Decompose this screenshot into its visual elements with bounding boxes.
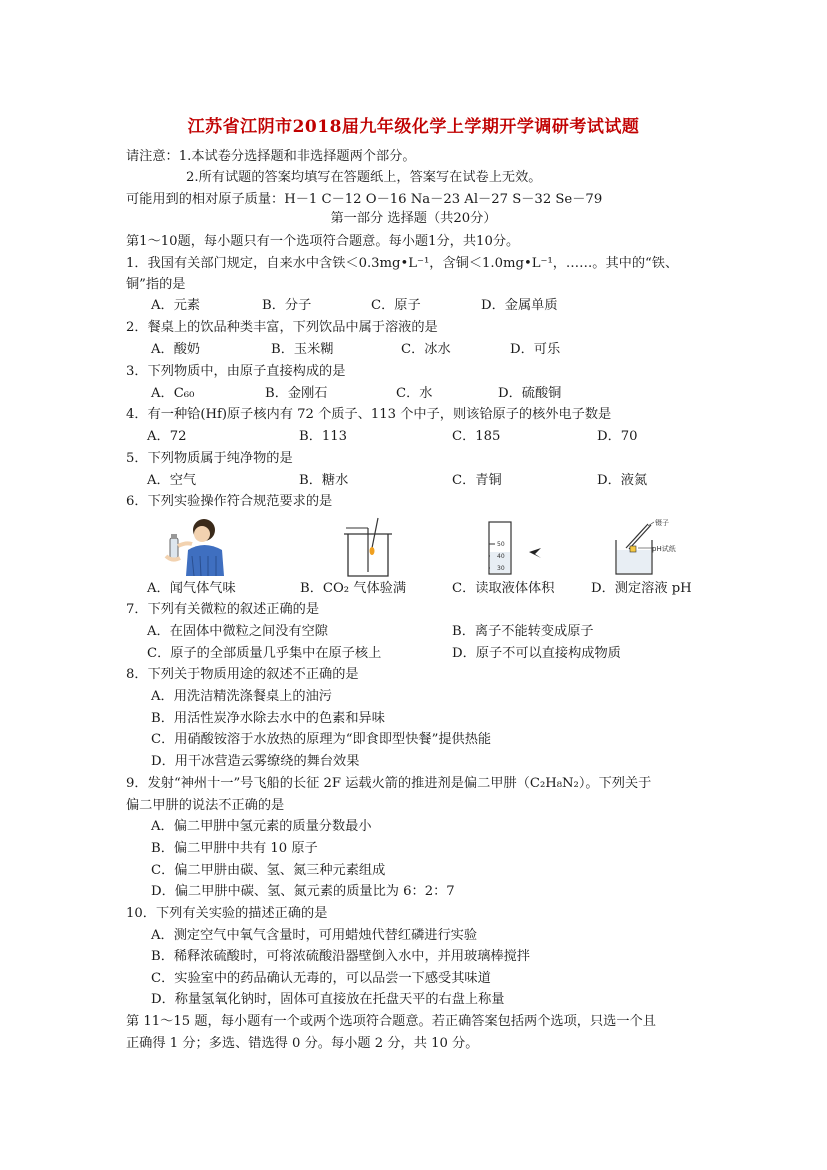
part1-heading: 第一部分 选择题（共20分） — [330, 211, 497, 226]
q10-option-a: A．测定空气中氧气含量时，可用蜡烛代替红磷进行实验 — [151, 928, 478, 943]
q3-stem: 3．下列物质中，由原子直接构成的是 — [126, 364, 346, 379]
q10-option-b: B．稀释浓硫酸时，可将浓硫酸沿器壁倒入水中，并用玻璃棒搅拌 — [151, 949, 530, 964]
q3-option-a: A．C₆₀ — [151, 386, 195, 401]
cylinder-reading-figure — [485, 518, 545, 576]
q9-stem-line1: 9．发射“神州十一”号飞船的长征 2F 运载火箭的推进剂是偏二甲肼（C₂H₈N₂）。下列关于 — [126, 776, 652, 791]
q1-stem-line2: 铜”指的是 — [126, 277, 186, 292]
q8-stem: 8．下列关于物质用途的叙述不正确的是 — [126, 667, 359, 682]
q9-stem-line2: 偏二甲肼的说法不正确的是 — [126, 798, 285, 813]
q1-option-b: B．分子 — [262, 298, 312, 313]
q2-option-a: A．酸奶 — [151, 342, 201, 357]
cylinder-tick-50: 50 — [497, 541, 505, 548]
q6-option-b: B．CO₂ 气体验满 — [300, 581, 407, 596]
q6-option-c: C．读取液体体积 — [452, 581, 555, 596]
q10-stem: 10．下列有关实验的描述正确的是 — [126, 906, 328, 921]
q4-option-b: B．113 — [299, 429, 348, 444]
section1-intro: 第1～10题，每小题只有一个选项符合题意。每小题1分，共10分。 — [126, 234, 520, 249]
q5-option-c: C．青铜 — [452, 473, 502, 488]
q4-option-d: D．70 — [597, 429, 638, 444]
q6-option-d: D．测定溶液 pH — [591, 581, 692, 596]
q9-option-d: D．偏二甲肼中碳、氢、氮元素的质量比为 6：2：7 — [151, 884, 455, 899]
q7-option-c: C．原子的全部质量几乎集中在原子核上 — [147, 646, 382, 661]
atomic-masses: 可能用到的相对原子质量：H－1 C－12 O－16 Na－23 Al－27 S－32 Se－79 — [126, 192, 603, 207]
q7-option-d: D．原子不可以直接构成物质 — [452, 646, 621, 661]
q5-option-b: B．糖水 — [299, 473, 349, 488]
q3-option-b: B．金刚石 — [265, 386, 328, 401]
q3-option-c: C．水 — [396, 386, 433, 401]
q8-option-b: B．用活性炭净水除去水中的色素和异味 — [151, 711, 385, 726]
q9-option-c: C．偏二甲肼由碳、氢、氮三种元素组成 — [151, 863, 386, 878]
q8-option-c: C．用硝酸铵溶于水放热的原理为“即食即型快餐”提供热能 — [151, 732, 492, 747]
q6-option-a: A．闻气体气味 — [147, 581, 236, 596]
smelling-gas-figure — [160, 516, 230, 576]
q3-option-d: D．硫酸铜 — [498, 386, 562, 401]
q4-stem: 4．有一种铪(Hf)原子核内有 72 个质子、113 个中子，则该铪原子的核外电子数是 — [126, 407, 612, 422]
q8-option-d: D．用干冰营造云雾缭绕的舞台效果 — [151, 754, 360, 769]
ph-test-figure — [612, 518, 684, 576]
tweezers-label: 镊子 — [655, 519, 669, 527]
q1-option-c: C．原子 — [371, 298, 421, 313]
q5-option-d: D．液氮 — [597, 473, 648, 488]
q6-stem: 6．下列实验操作符合规范要求的是 — [126, 494, 333, 509]
q9-option-a: A．偏二甲肼中氢元素的质量分数最小 — [151, 819, 372, 834]
q8-option-a: A．用洗洁精洗涤餐桌上的油污 — [151, 689, 332, 704]
q10-option-c: C．实验室中的药品确认无毒的，可以品尝一下感受其味道 — [151, 971, 491, 986]
q2-stem: 2．餐桌上的饮品种类丰富，下列饮品中属于溶液的是 — [126, 320, 438, 335]
q9-option-b: B．偏二甲肼中共有 10 原子 — [151, 841, 318, 856]
q5-option-a: A．空气 — [147, 473, 197, 488]
notice-line-1: 请注意：1.本试卷分选择题和非选择题两个部分。 — [126, 149, 416, 164]
ph-paper-label: pH试纸 — [652, 545, 676, 553]
q1-option-d: D．金属单质 — [481, 298, 558, 313]
q7-stem: 7．下列有关微粒的叙述正确的是 — [126, 602, 320, 617]
q7-option-b: B．离子不能转变成原子 — [452, 624, 594, 639]
q2-option-b: B．玉米糊 — [271, 342, 334, 357]
q2-option-d: D．可乐 — [510, 342, 561, 357]
q4-option-a: A．72 — [147, 429, 187, 444]
q4-option-c: C．185 — [452, 429, 501, 444]
section2-intro-line2: 正确得 1 分；多选、错选得 0 分。每小题 2 分，共 10 分。 — [126, 1036, 479, 1051]
notice-line-2: 2.所有试题的答案均填写在答题纸上，答案写在试卷上无效。 — [186, 170, 542, 185]
q1-option-a: A．元素 — [151, 298, 201, 313]
q10-option-d: D．称量氢氧化钠时，固体可直接放在托盘天平的右盘上称量 — [151, 992, 505, 1007]
cylinder-tick-30: 30 — [497, 565, 505, 572]
q5-stem: 5．下列物质属于纯净物的是 — [126, 451, 293, 466]
q1-stem-line1: 1．我国有关部门规定，自来水中含铁＜0.3mg•L⁻¹，含铜＜1.0mg•L⁻¹，……。其中的“铁、 — [126, 256, 679, 271]
page-title: 江苏省江阴市2018届九年级化学上学期开学调研考试试题 — [187, 117, 640, 137]
q7-option-a: A．在固体中微粒之间没有空隙 — [147, 624, 328, 639]
q2-option-c: C．冰水 — [401, 342, 451, 357]
co2-verify-figure — [338, 514, 398, 578]
section2-intro-line1: 第 11～15 题，每小题有一个或两个选项符合题意。若正确答案包括两个选项，只选一个且 — [126, 1014, 656, 1029]
cylinder-tick-40: 40 — [497, 553, 505, 560]
